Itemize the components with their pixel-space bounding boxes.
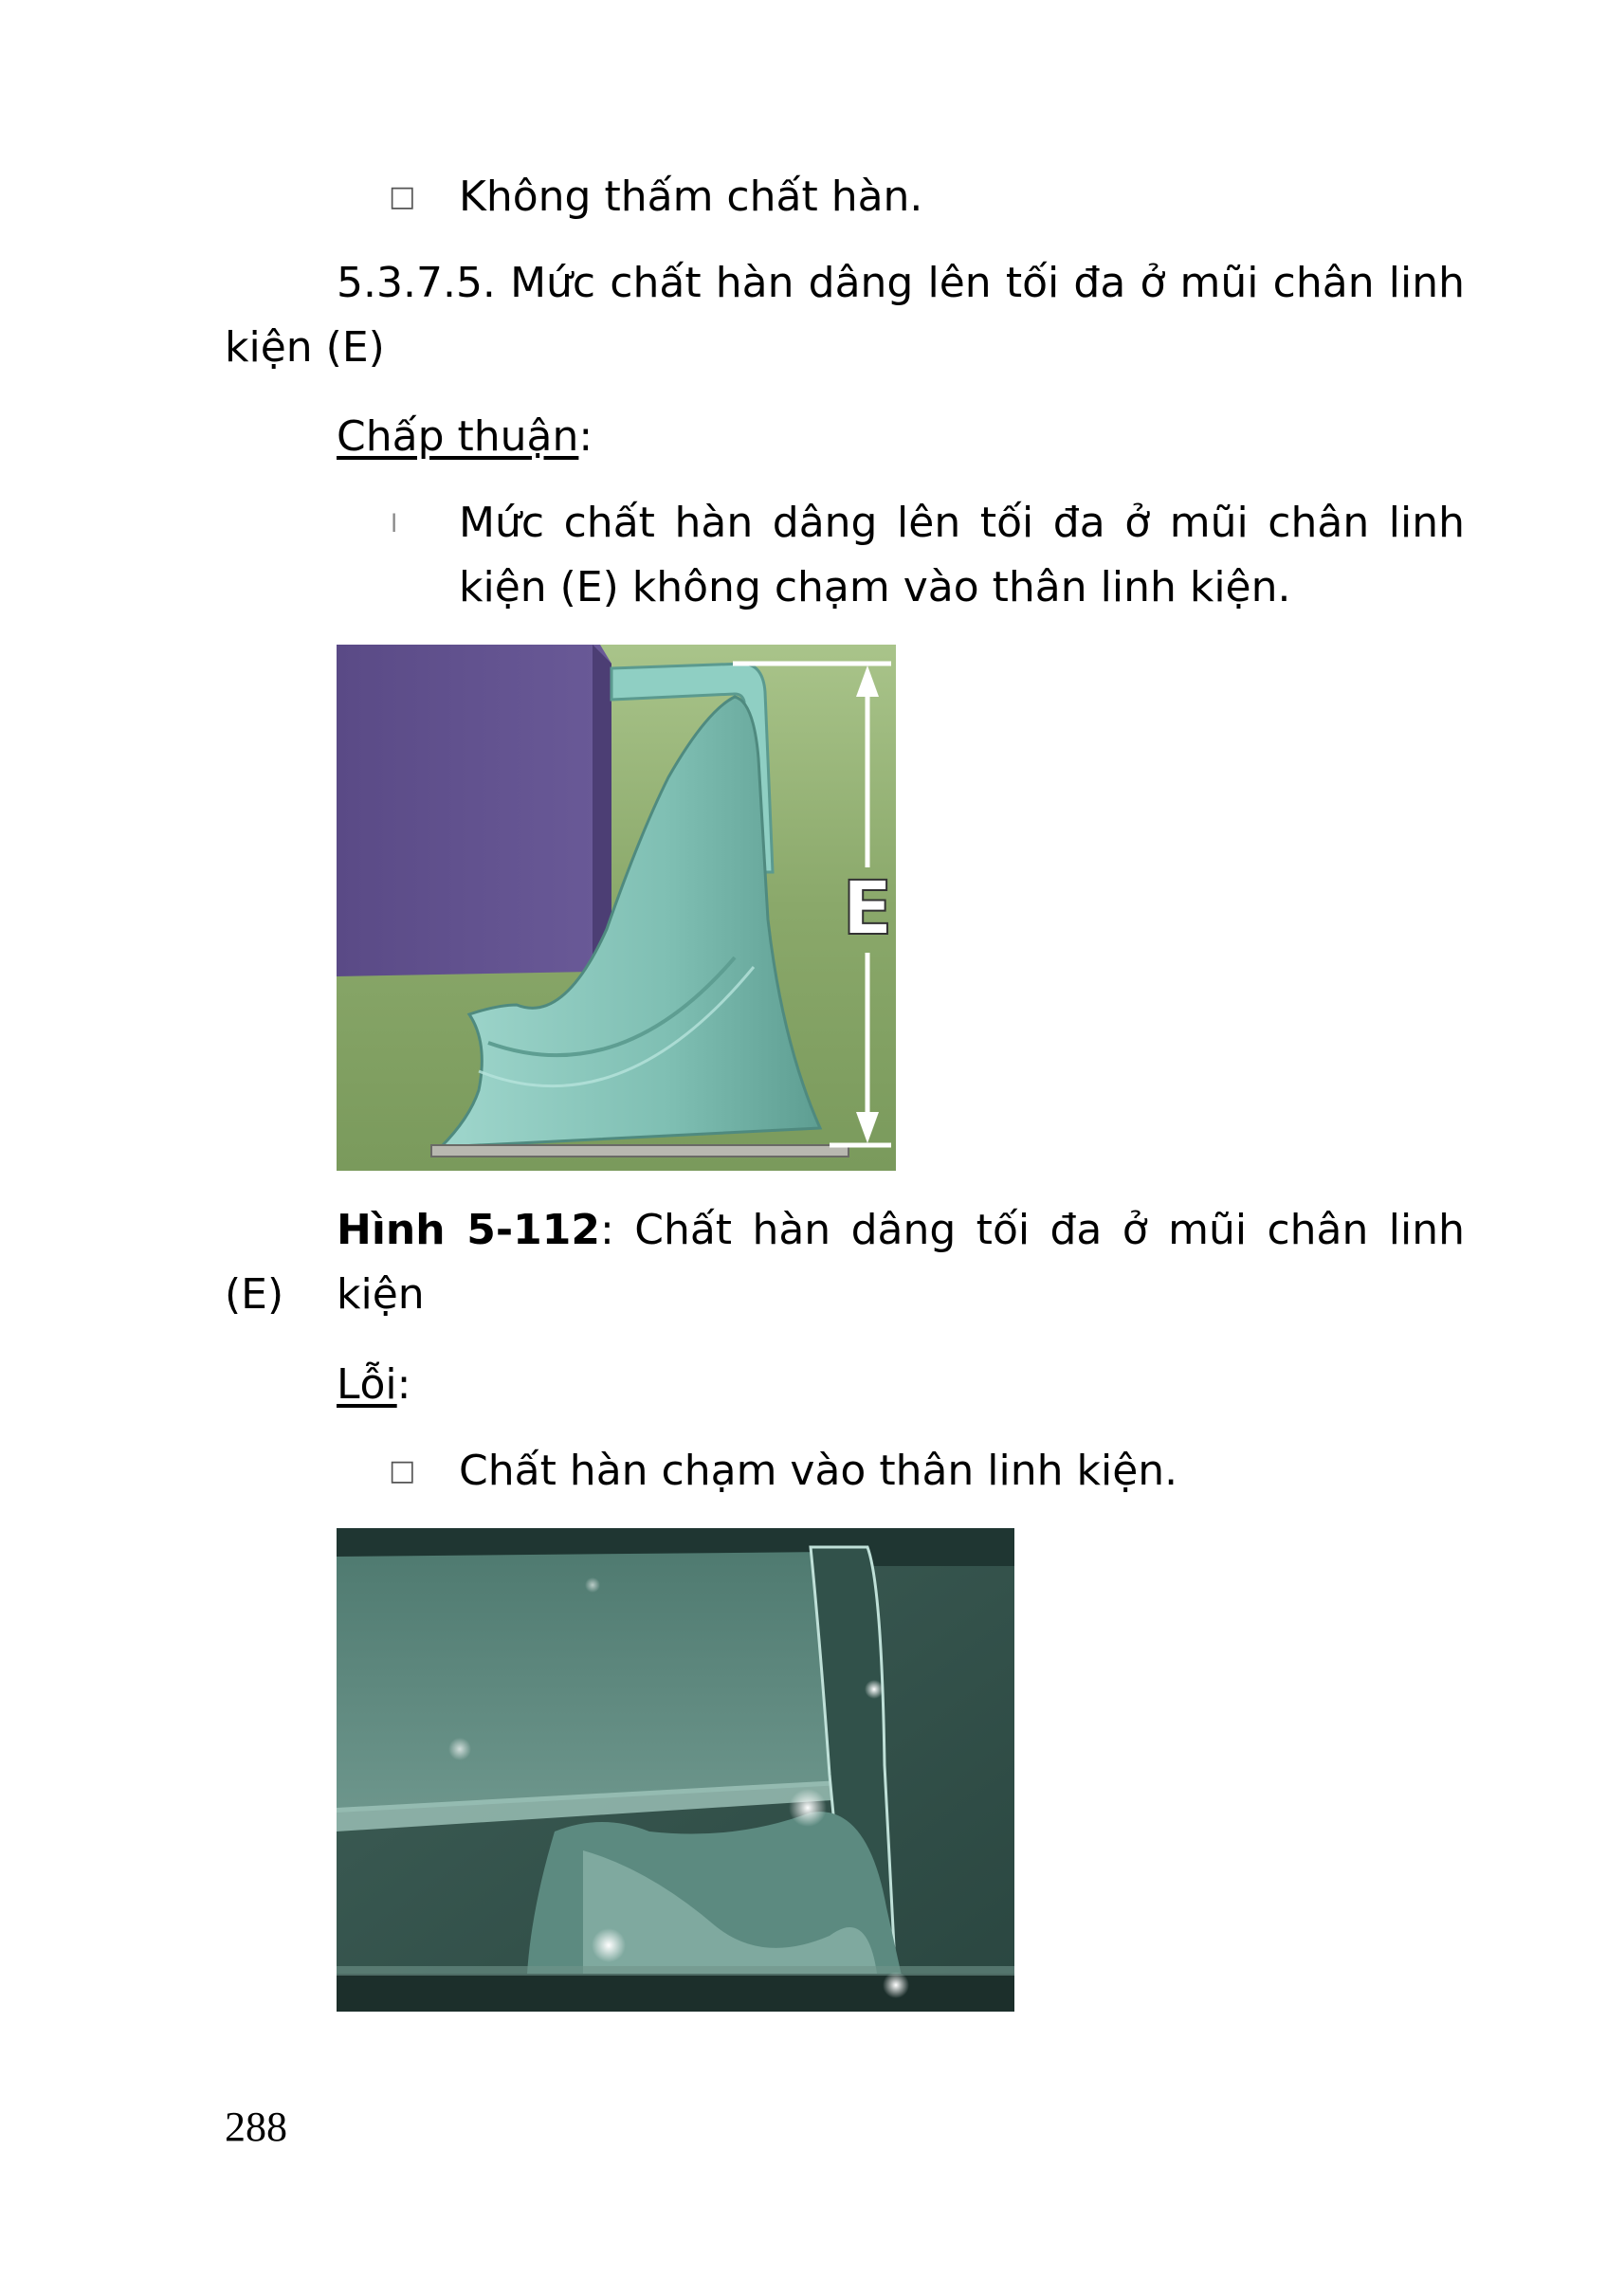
page-number: 288 xyxy=(225,2104,287,2150)
defect-heading xyxy=(337,1353,411,1417)
checkbox-bullet-icon: □ xyxy=(389,180,416,213)
bullet-text-touch-body: Chất hàn chạm vào thân linh kiện. xyxy=(459,1447,1178,1495)
section-heading-line1: 5.3.7.5. Mức chất hàn dâng lên tối đa ở mũi chân linh xyxy=(337,259,1465,307)
bar-bullet-icon: l xyxy=(391,510,398,538)
defect-label: Lỗi xyxy=(337,1360,397,1409)
accept-colon: : xyxy=(578,412,593,461)
section-heading-line2: kiện (E) xyxy=(225,323,385,372)
dimension-E-label: E xyxy=(842,866,893,952)
solder-fillet-illustration xyxy=(337,645,896,1171)
figure-caption-line2: (E) xyxy=(225,1270,284,1319)
bullet-text-no-wetting: Không thấm chất hàn. xyxy=(459,173,923,221)
figure-caption-number: Hình 5-112 xyxy=(337,1206,601,1254)
checkbox-bullet-icon: □ xyxy=(389,1454,416,1487)
accept-heading xyxy=(337,405,593,469)
solder-defect-photo xyxy=(337,1528,1014,2012)
accept-label: Chấp thuận xyxy=(337,412,579,461)
figure-caption-line1 xyxy=(337,1198,1465,1327)
defect-colon: : xyxy=(396,1360,411,1409)
figure-caption-text: : Chất hàn dâng tối đa ở mũi chân linh kiện xyxy=(337,1206,1465,1319)
bullet-text-max-height: Mức chất hàn dâng lên tối đa ở mũi chân linh kiện (E) không chạm vào thân linh kiện. xyxy=(459,499,1465,611)
